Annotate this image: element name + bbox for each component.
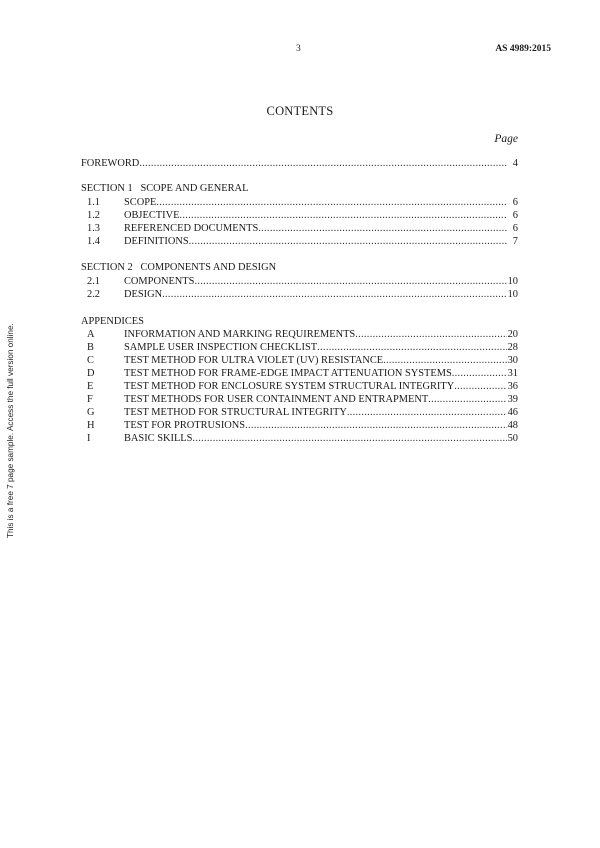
toc-entry-title: COMPONENTS xyxy=(124,276,195,287)
sample-notice-text: This is a free 7 page sample. Access the full version online. xyxy=(6,323,15,538)
toc-entry-title: REFERENCED DOCUMENTS xyxy=(124,223,259,234)
toc-entry-number: 1.2 xyxy=(87,210,100,221)
document-id: AS 4989:2015 xyxy=(495,44,551,54)
toc-entry-page: 50 xyxy=(507,433,518,444)
dot-leader xyxy=(383,355,506,367)
toc-entry-number: A xyxy=(87,329,95,340)
toc-entry-title: DEFINITIONS xyxy=(124,236,189,247)
toc-entry-number: G xyxy=(87,407,95,418)
dot-leader xyxy=(189,236,507,248)
toc-entry-title: TEST METHOD FOR ULTRA VIOLET (UV) RESISTANCE xyxy=(124,355,384,366)
toc-entry-2-2[interactable] xyxy=(81,289,518,301)
toc-entry-appendix-e[interactable] xyxy=(81,381,518,393)
toc-entry-2-1[interactable] xyxy=(81,276,518,288)
toc-entry-number: 1.4 xyxy=(87,236,100,247)
toc-entry-appendix-h[interactable] xyxy=(81,420,518,432)
dot-leader xyxy=(162,289,507,301)
toc-entry-page: 7 xyxy=(512,236,518,247)
toc-entry-number: 1.1 xyxy=(87,197,100,208)
toc-entry-title: SCOPE xyxy=(124,197,157,208)
toc-entry-page: 28 xyxy=(507,342,518,353)
toc-entry-page: 20 xyxy=(507,329,518,340)
toc-entry-page: 48 xyxy=(507,420,518,431)
section-2-heading: SECTION 2 COMPONENTS AND DESIGN xyxy=(81,262,277,273)
dot-leader xyxy=(156,197,507,209)
toc-entry-title: TEST METHOD FOR STRUCTURAL INTEGRITY xyxy=(124,407,347,418)
page-number: 3 xyxy=(296,44,301,54)
dot-leader xyxy=(179,210,507,222)
toc-entry-page: 30 xyxy=(507,355,518,366)
dot-leader xyxy=(139,158,507,170)
toc-entry-page: 31 xyxy=(507,368,518,379)
toc-entry-page: 4 xyxy=(512,158,518,169)
toc-entry-number: B xyxy=(87,342,94,353)
toc-entry-1-3[interactable] xyxy=(81,223,518,235)
dot-leader xyxy=(452,368,507,380)
toc-entry-foreword[interactable] xyxy=(81,158,518,170)
toc-entry-page: 6 xyxy=(512,223,518,234)
toc-entry-number: I xyxy=(87,433,91,444)
toc-entry-title: TEST FOR PROTRUSIONS xyxy=(124,420,246,431)
section-1-heading: SECTION 1 SCOPE AND GENERAL xyxy=(81,183,249,194)
toc-entry-appendix-i[interactable] xyxy=(81,433,518,445)
dot-leader xyxy=(454,381,506,393)
dot-leader xyxy=(194,276,506,288)
toc-entry-title: FOREWORD xyxy=(81,158,140,169)
toc-entry-title: OBJECTIVE xyxy=(124,210,180,221)
toc-entry-page: 6 xyxy=(512,197,518,208)
toc-entry-number: H xyxy=(87,420,95,431)
appendices-heading: APPENDICES xyxy=(81,316,144,327)
dot-leader xyxy=(258,223,507,235)
toc-entry-title: INFORMATION AND MARKING REQUIREMENTS xyxy=(124,329,356,340)
toc-entry-number: 2.2 xyxy=(87,289,100,300)
toc-entry-number: 2.1 xyxy=(87,276,100,287)
toc-entry-title: BASIC SKILLS xyxy=(124,433,193,444)
toc-entry-title: TEST METHODS FOR USER CONTAINMENT AND ENTRAPMENT xyxy=(124,394,429,405)
toc-entry-page: 10 xyxy=(507,276,518,287)
toc-entry-1-2[interactable] xyxy=(81,210,518,222)
toc-entry-appendix-g[interactable] xyxy=(81,407,518,419)
toc-entry-number: 1.3 xyxy=(87,223,100,234)
dot-leader xyxy=(428,394,506,406)
toc-entry-page: 39 xyxy=(507,394,518,405)
toc-entry-page: 36 xyxy=(507,381,518,392)
dot-leader xyxy=(192,433,506,445)
toc-entry-appendix-a[interactable] xyxy=(81,329,518,341)
toc-entry-title: DESIGN xyxy=(124,289,163,300)
toc-entry-appendix-f[interactable] xyxy=(81,394,518,406)
dot-leader xyxy=(347,407,507,419)
toc-entry-page: 10 xyxy=(507,289,518,300)
toc-entry-number: E xyxy=(87,381,94,392)
toc-entry-number: C xyxy=(87,355,94,366)
toc-entry-appendix-b[interactable] xyxy=(81,342,518,354)
toc-entry-number: F xyxy=(87,394,93,405)
toc-entry-appendix-c[interactable] xyxy=(81,355,518,367)
toc-entry-page: 6 xyxy=(512,210,518,221)
page-column-label: Page xyxy=(494,133,518,145)
sample-notice xyxy=(6,318,16,538)
toc-entry-title: SAMPLE USER INSPECTION CHECKLIST xyxy=(124,342,318,353)
toc-entry-title: TEST METHOD FOR FRAME-EDGE IMPACT ATTENUATION SYSTEMS xyxy=(124,368,452,379)
toc-entry-title: TEST METHOD FOR ENCLOSURE SYSTEM STRUCTURAL INTEGRITY xyxy=(124,381,455,392)
toc-entry-1-1[interactable] xyxy=(81,197,518,209)
dot-leader xyxy=(317,342,506,354)
toc-entry-appendix-d[interactable] xyxy=(81,368,518,380)
dot-leader xyxy=(245,420,507,432)
contents-title: CONTENTS xyxy=(266,104,334,118)
dot-leader xyxy=(355,329,506,341)
toc-entry-page: 46 xyxy=(507,407,518,418)
toc-entry-number: D xyxy=(87,368,95,379)
toc-entry-1-4[interactable] xyxy=(81,236,518,248)
